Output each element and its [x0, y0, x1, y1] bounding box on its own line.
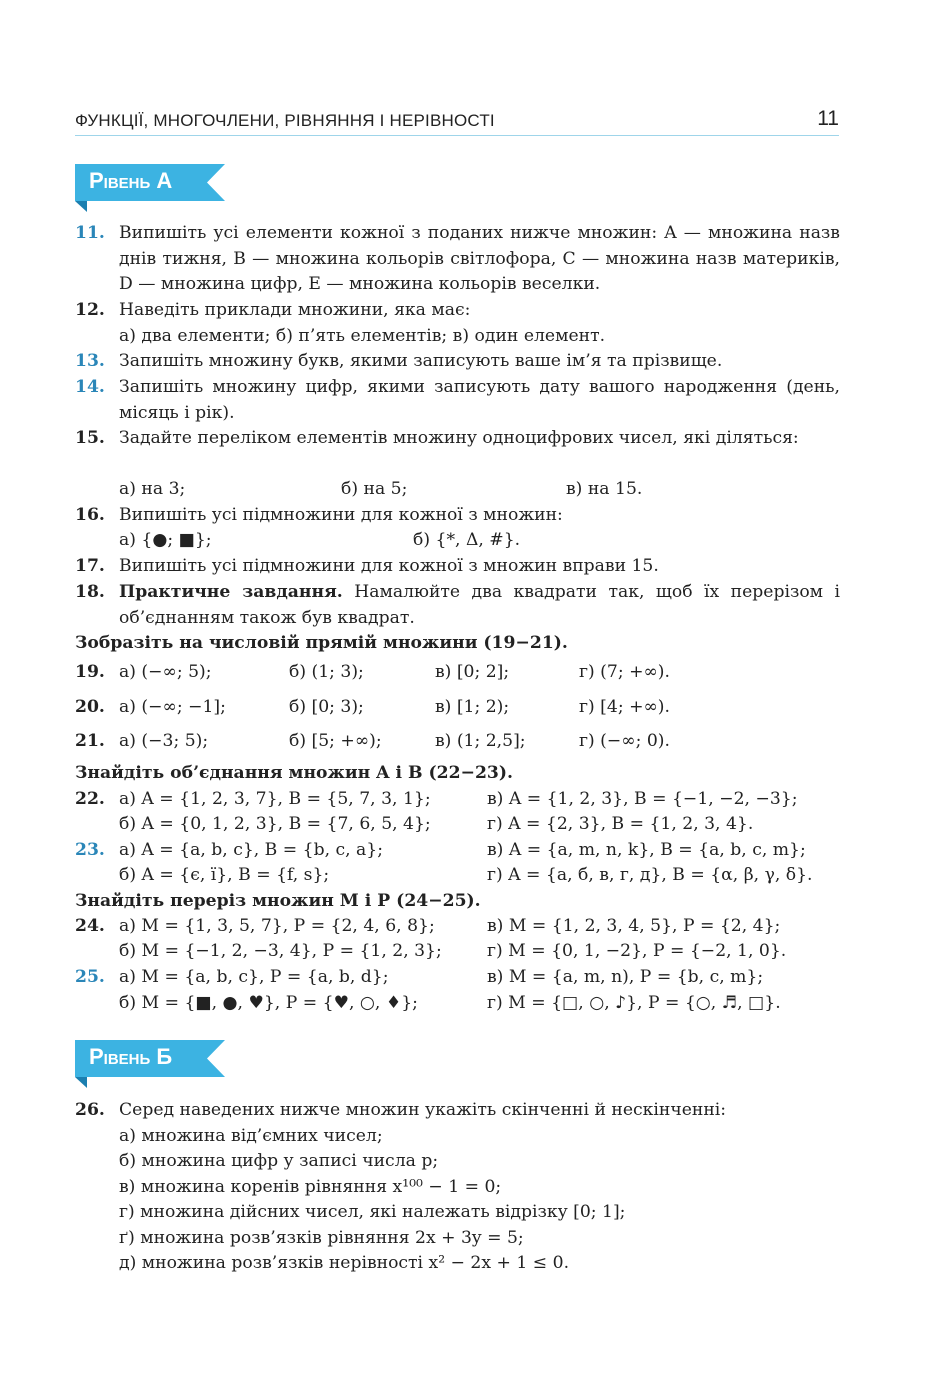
exercise-22	[75, 787, 840, 838]
page-number: 11	[817, 107, 839, 130]
exercise-text: Серед наведених нижче множин укажіть скінченні й нескінченні:	[119, 1100, 727, 1120]
practical-task-label: Практичне завдання.	[119, 582, 343, 602]
level-b-banner	[75, 1040, 225, 1088]
exercise-number: 12.	[75, 300, 105, 320]
exercise-subitems: а) два елементи; б) п’ять елементів; в) один елемент.	[119, 325, 606, 346]
list-item: в) множина коренів рівняння x¹⁰⁰ − 1 = 0;	[119, 1176, 502, 1197]
item-b: б) (1; 3);	[289, 662, 364, 682]
list-item: б) множина цифр у записі числа p;	[119, 1151, 439, 1171]
exercise-number: 13.	[75, 351, 105, 371]
exercise-text: Випишіть усі елементи кожної з поданих нижче множин: A — множина назв днів тижня, B — множина кольорів світлофора, C — множина назв материків, D — множина цифр, E — множина кольорів веселки.	[119, 223, 840, 294]
exercise-number: 22.	[75, 789, 105, 809]
item-b: б) A = {є, ї}, B = {f, s};	[119, 865, 330, 885]
item-d: г) A = {а, б, в, г, д}, B = {α, β, γ, δ}.	[487, 865, 813, 885]
exercise-14	[75, 375, 840, 426]
exercise-18	[75, 580, 840, 631]
exercise-text: Випишіть усі підмножини для кожної з множин вправи 15.	[119, 556, 659, 576]
item-c: в) A = {1, 2, 3}, B = {−1, −2, −3};	[487, 789, 798, 809]
level-a-label: Рівень А	[89, 168, 173, 193]
exercise-17	[75, 554, 840, 580]
exercise-number: 14.	[75, 377, 105, 397]
exercise-15	[75, 426, 840, 503]
item-d: г) (7; +∞).	[579, 662, 670, 682]
exercise-26	[75, 1098, 840, 1277]
exercise-11	[75, 221, 840, 298]
exercise-text: Наведіть приклади множини, яка має:	[119, 300, 471, 320]
exercise-number: 16.	[75, 505, 105, 525]
exercise-number: 19.	[75, 662, 105, 682]
exercise-number: 23.	[75, 840, 105, 860]
exercise-number: 25.	[75, 967, 105, 987]
item-a: а) A = {a, b, c}, B = {b, c, a};	[119, 840, 384, 860]
exercise-text: Запишіть множину цифр, якими записують дату вашого народження (день, місяць і рік).	[119, 377, 840, 423]
exercise-number: 17.	[75, 556, 105, 576]
list-item: г) множина дійсних чисел, які належать відрізку [0; 1];	[119, 1202, 626, 1222]
exercise-23	[75, 838, 840, 889]
item-a: а) M = {1, 3, 5, 7}, P = {2, 4, 6, 8};	[119, 916, 435, 936]
exercise-text: Запишіть множину букв, якими записують ваше ім’я та прізвище.	[119, 351, 723, 371]
item-c: в) M = {1, 2, 3, 4, 5}, P = {2, 4};	[487, 916, 781, 936]
item-d: г) A = {2, 3}, B = {1, 2, 3, 4}.	[487, 814, 754, 834]
item-a: а) A = {1, 2, 3, 7}, B = {5, 7, 3, 1};	[119, 789, 431, 809]
exercise-24	[75, 914, 840, 965]
exercise-text: Намалюйте два квадрати так, щоб їх перерізом і об’єднанням також був квадрат.	[119, 582, 840, 628]
item-d: г) M = {0, 1, −2}, P = {−2, 1, 0}.	[487, 941, 787, 961]
item-c: в) M = {a, m, n), P = {b, c, m};	[487, 967, 764, 987]
exercise-number: 24.	[75, 916, 105, 936]
exercise-number: 18.	[75, 582, 105, 602]
list-item: ґ) множина розв’язків рівняння 2x + 3y = 5;	[119, 1227, 524, 1248]
exercise-16	[75, 503, 840, 554]
list-item: д) множина розв’язків нерівності x² − 2x + 1 ≤ 0.	[119, 1253, 570, 1273]
item-a: а) M = {a, b, c}, P = {a, b, d};	[119, 967, 389, 987]
exercise-text: Задайте переліком елементів множину одноцифрових чисел, які діляться:	[119, 428, 799, 448]
item-c: в) A = {a, m, n, k}, B = {a, b, c, m};	[487, 840, 806, 860]
item-a: а) {●; ■};	[119, 530, 212, 550]
item-b: б) M = {■, ●, ♥}, P = {♥, ○, ♦};	[119, 993, 418, 1013]
item-b: б) A = {0, 1, 2, 3}, B = {7, 6, 5, 4};	[119, 814, 431, 834]
item-a: а) (−3; 5);	[119, 731, 209, 751]
item-c: в) [0; 2];	[435, 662, 510, 682]
section-heading: Зобразіть на числовій прямій множини (19−21).	[75, 633, 568, 653]
exercise-number: 11.	[75, 223, 105, 243]
item-b: б) {*, Δ, #}.	[413, 530, 521, 550]
item-b: б) на 5;	[341, 479, 408, 499]
item-b: б) M = {−1, 2, −3, 4}, P = {1, 2, 3};	[119, 941, 442, 961]
item-b: б) [0; 3);	[289, 697, 364, 717]
running-header	[75, 109, 839, 136]
item-d: г) M = {□, ○, ♪}, P = {○, ♬, □}.	[487, 993, 781, 1013]
item-d: г) [4; +∞).	[579, 697, 670, 717]
exercise-number: 20.	[75, 697, 105, 717]
level-a-banner	[75, 164, 225, 212]
list-item: а) множина від’ємних чисел;	[119, 1125, 383, 1146]
section-heading: Знайдіть об’єднання множин A і B (22−23).	[75, 763, 514, 783]
chapter-title: ФУНКЦІЇ, МНОГОЧЛЕНИ, РІВНЯННЯ І НЕРІВНОСТІ	[75, 111, 495, 130]
level-b-label: Рівень Б	[89, 1044, 173, 1069]
section-heading: Знайдіть переріз множин M і P (24−25).	[75, 891, 481, 911]
exercise-text: Випишіть усі підмножини для кожної з множин:	[119, 505, 563, 525]
item-d: г) (−∞; 0).	[579, 731, 670, 751]
exercise-number: 21.	[75, 731, 105, 751]
item-a: а) на 3;	[119, 479, 186, 499]
exercise-12	[75, 298, 840, 349]
exercise-number: 15.	[75, 428, 105, 448]
item-b: б) [5; +∞);	[289, 731, 382, 751]
exercise-number: 26.	[75, 1100, 105, 1120]
exercise-25	[75, 965, 840, 1016]
item-a: а) (−∞; 5);	[119, 662, 212, 682]
item-a: а) (−∞; −1];	[119, 697, 226, 717]
item-c: в) [1; 2);	[435, 697, 510, 717]
item-c: в) на 15.	[566, 479, 643, 499]
exercise-13	[75, 349, 840, 375]
item-c: в) (1; 2,5];	[435, 731, 526, 751]
